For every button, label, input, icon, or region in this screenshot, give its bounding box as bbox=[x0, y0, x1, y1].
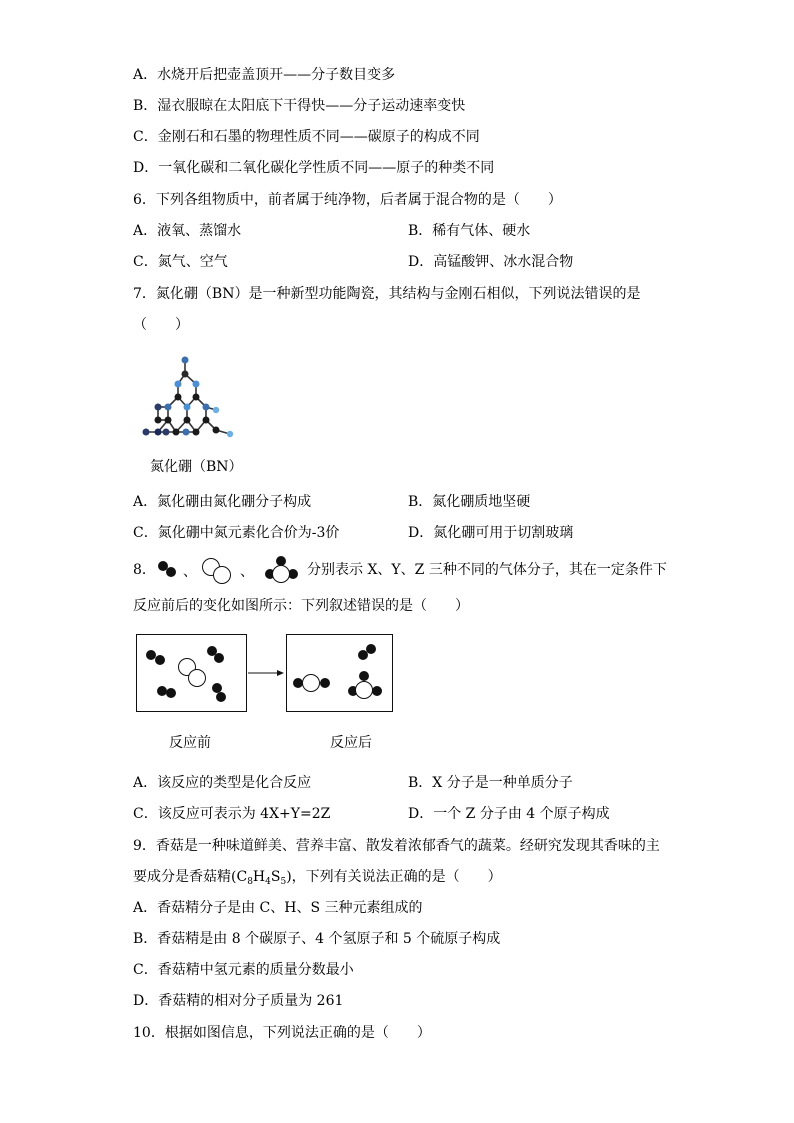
q9-option-d: D．香菇精的相对分子质量为 261 bbox=[133, 993, 344, 1009]
boron-nitride-structure-image bbox=[138, 352, 242, 442]
q6-option-b: B．稀有气体、硬水 bbox=[408, 223, 531, 239]
q7-stem-paren: （ ） bbox=[133, 317, 189, 333]
q9-stem-line2 bbox=[133, 868, 502, 891]
q6-option-a: A．液氧、蒸馏水 bbox=[133, 223, 242, 239]
q7-option-a: A．氮化硼由氮化硼分子构成 bbox=[133, 494, 312, 510]
label-after-reaction: 反应后 bbox=[330, 735, 372, 751]
q5-option-c: C．金刚石和石墨的物理性质不同——碳原子的构成不同 bbox=[133, 129, 480, 145]
formula-subscript-8: 8 bbox=[247, 877, 253, 887]
q6-stem: 6．下列各组物质中，前者属于纯净物，后者属于混合物的是（ ） bbox=[133, 192, 562, 208]
q8-separator-1: 、 bbox=[183, 564, 197, 580]
q6-option-c: C．氮气、空气 bbox=[133, 254, 228, 270]
q8-option-b: B．X 分子是一种单质分子 bbox=[408, 775, 573, 791]
q8-stem-tail: 分别表示 X、Y、Z 三种不同的气体分子，其在一定条件下 bbox=[307, 562, 667, 578]
q8-number: 8． bbox=[133, 562, 156, 578]
x-molecule-icon bbox=[156, 558, 178, 580]
y-molecule-icon bbox=[198, 556, 234, 586]
q7-stem: 7．氮化硼（BN）是一种新型功能陶瓷，其结构与金刚石相似，下列说法错误的是 bbox=[133, 286, 641, 302]
z-molecule-icon bbox=[262, 554, 302, 586]
q5-option-b: B．湿衣服晾在太阳底下干得快——分子运动速率变快 bbox=[133, 98, 466, 114]
q8-option-a: A．该反应的类型是化合反应 bbox=[133, 775, 312, 791]
q9-stem-line2-start: 要成分是香菇精(C bbox=[133, 869, 248, 885]
q5-option-a: A．水烧开后把壶盖顶开——分子数目变多 bbox=[133, 67, 396, 83]
label-before-reaction: 反应前 bbox=[169, 735, 211, 751]
q9-option-a: A．香菇精分子是由 C、H、S 三种元素组成的 bbox=[133, 900, 423, 916]
q9-stem-line2-end: )，下列有关说法正确的是（ ） bbox=[286, 869, 502, 885]
q7-option-c: C．氮化硼中氮元素化合价为-3价 bbox=[133, 525, 340, 541]
q8-option-d: D．一个 Z 分子由 4 个原子构成 bbox=[408, 806, 610, 822]
q6-option-d: D．高锰酸钾、冰水混合物 bbox=[408, 254, 574, 270]
reaction-diagram bbox=[134, 632, 396, 714]
q5-option-d: D．一氧化碳和二氧化碳化学性质不同——原子的种类不同 bbox=[133, 160, 495, 176]
q8-stem-line2: 反应前后的变化如图所示：下列叙述错误的是（ ） bbox=[133, 598, 469, 614]
formula-h: H bbox=[252, 869, 266, 885]
q7-figure-caption: 氮化硼（BN） bbox=[150, 459, 243, 475]
q9-option-b: B．香菇精是由 8 个碳原子、4 个氢原子和 5 个硫原子构成 bbox=[133, 931, 501, 947]
formula-subscript-5: 5 bbox=[280, 877, 287, 887]
q8-option-c: C．该反应可表示为 4X+Y=2Z bbox=[133, 806, 331, 822]
q7-option-d: D．氮化硼可用于切割玻璃 bbox=[408, 525, 574, 541]
q7-option-b: B．氮化硼质地坚硬 bbox=[408, 494, 531, 510]
q9-option-c: C．香菇精中氢元素的质量分数最小 bbox=[133, 962, 354, 978]
formula-subscript-4: 4 bbox=[265, 877, 271, 887]
q9-stem: 9．香菇是一种味道鲜美、营养丰富、散发着浓郁香气的蔬菜。经研究发现其香味的主 bbox=[133, 838, 660, 854]
q8-separator-2: 、 bbox=[240, 564, 254, 580]
q10-stem: 10．根据如图信息，下列说法正确的是（ ） bbox=[133, 1025, 431, 1041]
formula-s: S bbox=[270, 869, 281, 885]
